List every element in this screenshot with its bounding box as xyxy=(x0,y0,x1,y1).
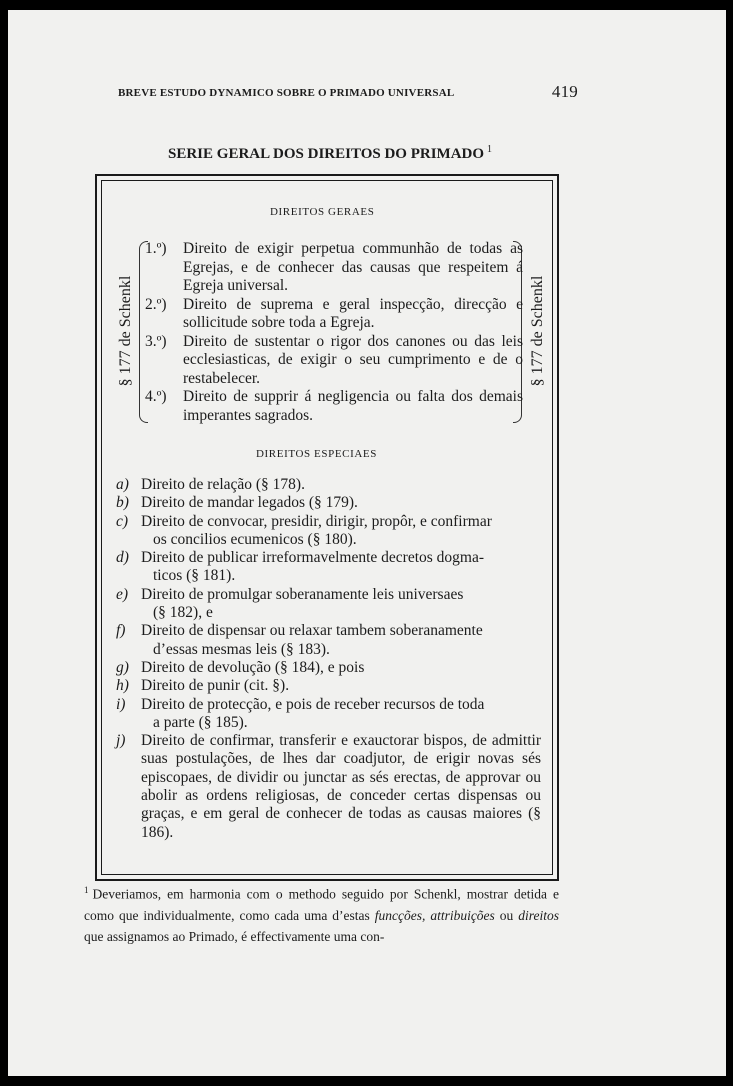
general-right-item xyxy=(145,240,523,296)
item-text: Direito de protecção, e pois de receber recursos de toda xyxy=(141,695,485,713)
book-page xyxy=(8,10,726,1076)
general-right-item xyxy=(145,388,523,425)
item-text: Direito de relação (§ 178). xyxy=(141,476,305,493)
item-letter: i) xyxy=(116,695,126,713)
item-text: Direito de suprema e geral inspecção, direcção e sollicitude sobre toda a Egreja. xyxy=(183,295,523,331)
item-text: Direito de punir (cit. §). xyxy=(141,677,290,695)
special-rights-list xyxy=(116,476,541,842)
footnote-reference: 1 xyxy=(487,144,493,155)
footnote-mark: 1 xyxy=(84,885,89,895)
item-text-continuation: a parte (§ 185). xyxy=(153,713,248,731)
item-text: Direito de confirmar, transferir e exauctorar bispos, de admittir suas postulações, de lhes dar coadjutor, de erigir novas sés episcopaes, de dividir ou junctar as sés erectas, de approvar ou abolir as ordens religiosas, de conceder certas dispensas ou graças, e em geral de conhecer de todas as causas maiores (§ 186). xyxy=(141,732,541,841)
special-right-item xyxy=(116,549,541,586)
footnote-italic-2: direitos xyxy=(518,907,559,923)
special-right-item xyxy=(116,659,541,677)
footnote-italic-1: funcções, attribuições xyxy=(374,907,495,923)
page-number: 419 xyxy=(551,82,578,101)
item-text-continuation: d’essas mesmas leis (§ 183). xyxy=(153,640,330,658)
general-right-item xyxy=(145,333,523,389)
special-right-item xyxy=(116,476,541,494)
section-title-text: SERIE GERAL DOS DIREITOS DO PRIMADO xyxy=(168,146,485,162)
special-right-item xyxy=(116,586,541,623)
footnote-text-part2: ou xyxy=(494,907,519,923)
running-head xyxy=(118,82,578,101)
item-text: Direito de publicar irreformavelmente decretos dogma- xyxy=(141,549,485,567)
item-letter: a) xyxy=(116,476,129,493)
item-letter: f) xyxy=(116,622,126,640)
item-text-continuation: os concilios ecumenicos (§ 180). xyxy=(153,530,357,548)
general-rights-heading: DIREITOS GERAES xyxy=(270,206,375,218)
section-title xyxy=(168,144,568,163)
item-text: Direito de exigir perpetua communhão de todas as Egrejas, e de conhecer das causas que respeitem á Egreja universal. xyxy=(183,240,523,294)
item-text: Direito de mandar legados (§ 179). xyxy=(141,494,358,512)
item-text-continuation: (§ 182), e xyxy=(153,604,213,622)
item-letter: g) xyxy=(116,658,129,676)
special-right-item xyxy=(116,622,541,659)
running-head-title: BREVE ESTUDO DYNAMICO SOBRE O PRIMADO UNIVERSAL xyxy=(118,87,455,99)
item-letter: h) xyxy=(116,677,129,695)
special-right-item xyxy=(116,677,541,695)
footnote-text-part1: Deveriamos, em harmonia com o methodo seguido por Schenkl, mostrar detida e como que individualmente, como cada uma d’estas xyxy=(84,886,559,923)
special-right-item xyxy=(116,696,541,733)
item-text: Direito de promulgar soberanamente leis universaes xyxy=(141,585,464,603)
item-text-continuation: ticos (§ 181). xyxy=(153,567,236,585)
special-rights-heading: DIREITOS ESPECIAES xyxy=(256,448,377,460)
general-rights-list xyxy=(145,240,523,425)
item-letter: b) xyxy=(116,494,129,512)
item-text: Direito de devolução (§ 184), e pois xyxy=(141,658,365,676)
side-label-left: § 177 de Schenkl xyxy=(117,275,134,387)
item-number: 2.º) xyxy=(145,295,167,313)
item-number: 4.º) xyxy=(145,388,167,405)
special-right-item xyxy=(116,732,541,842)
footnote-text-part3: que assignamos ao Primado, é effectivamente uma con- xyxy=(84,928,385,944)
item-letter: j) xyxy=(116,732,126,750)
item-letter: d) xyxy=(116,549,129,567)
footnote xyxy=(84,880,559,947)
item-text: Direito de sustentar o rigor dos canones ou das leis ecclesiasticas, de exigir o seu cumprimento e de o restabelecer. xyxy=(183,332,523,387)
side-label-right: § 177 de Schenkl xyxy=(529,275,546,387)
item-number: 1.º) xyxy=(145,240,167,257)
item-text: Direito de convocar, presidir, dirigir, propôr, e confirmar xyxy=(141,512,492,530)
general-right-item xyxy=(145,296,523,333)
item-number: 3.º) xyxy=(145,332,167,350)
item-letter: c) xyxy=(116,512,129,530)
special-right-item xyxy=(116,513,541,550)
item-text: Direito de dispensar ou relaxar tambem soberanamente xyxy=(141,622,483,640)
item-text: Direito de supprir á negligencia ou falta dos demais imperantes sagrados. xyxy=(183,388,523,424)
special-right-item xyxy=(116,494,541,512)
item-letter: e) xyxy=(116,585,129,603)
